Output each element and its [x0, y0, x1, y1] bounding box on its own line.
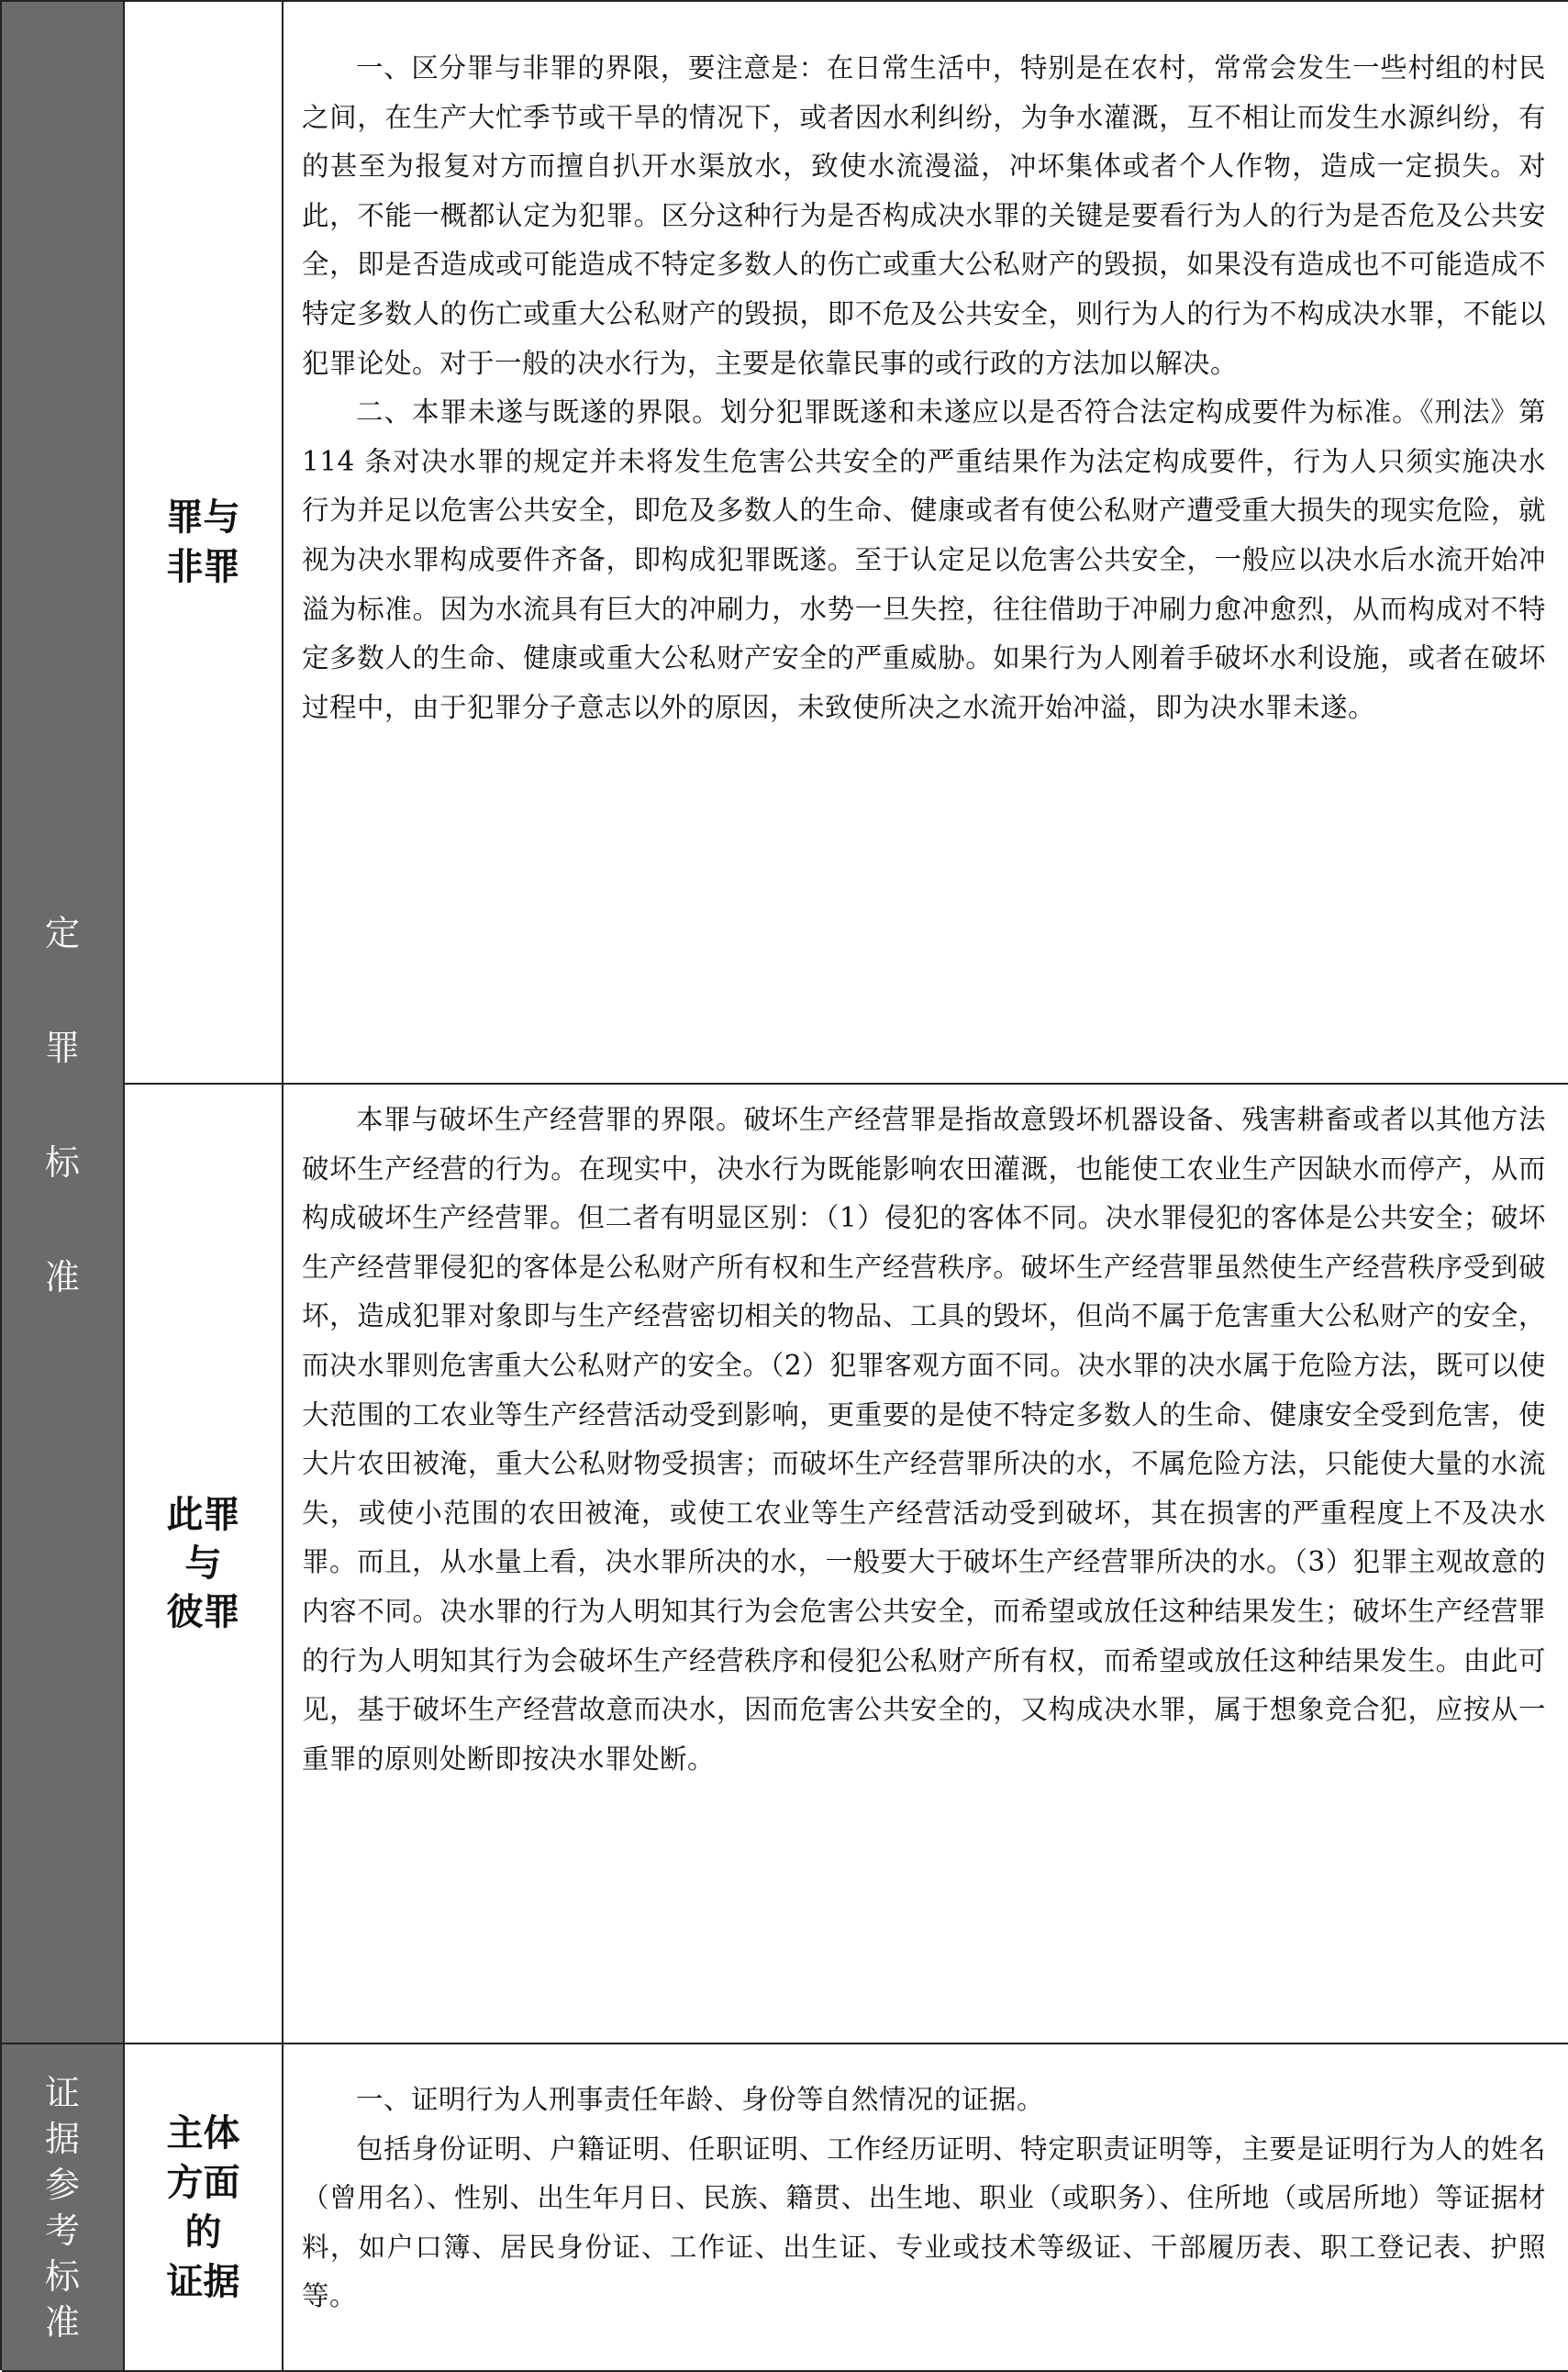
- category-char: 证: [44, 2072, 80, 2113]
- subject-line: 罪与: [166, 496, 240, 539]
- category-char: 标: [44, 2255, 80, 2297]
- category-char: 定: [44, 912, 80, 953]
- paragraph: 包括身份证明、户籍证明、任职证明、工作经历证明、特定职责证明等，主要是证明行为人的姓名（曾用名）、性别、出生年月日、民族、籍贯、出生地、职业（或职务）、住所地（或居所地）等证据材料，如户口簿、居民身份证、工作证、出生证、专业或技术等级证、干部履历表、职工登记表、护照等。: [302, 2133, 1546, 2312]
- category-char: 据: [44, 2118, 80, 2159]
- content-cell-this-vs-other-crime: [284, 1085, 1568, 2044]
- subject-line: 证据: [166, 2260, 240, 2303]
- subject-line: 非罪: [166, 546, 240, 588]
- subject-line: 与: [184, 1542, 222, 1585]
- subject-line: 的: [184, 2211, 222, 2254]
- category-cell-conviction-standard: [2, 2, 125, 2044]
- content-cell-subject-evidence: [284, 2044, 1568, 2372]
- paragraph: 一、区分罪与非罪的界限，要注意是：在日常生活中，特别是在农村，常常会发生一些村组的村民之间，在生产大忙季节或干旱的情况下，或者因水利纠纷，为争水灌溉，互不相让而发生水源纠纷，有的甚至为报复对方而擅自扒开水渠放水，致使水流漫溢，冲坏集体或者个人作物，造成一定损失。对此，不能一概都认定为犯罪。区分这种行为是否构成决水罪的关键是要看行为人的行为是否危及公共安全，即是否造成或可能造成不特定多数人的伤亡或重大公私财产的毁损，如果没有造成也不可能造成不特定多数人的伤亡或重大公私财产的毁损，即不危及公共安全，则行为人的行为不构成决水罪，不能以犯罪论处。对于一般的决水行为，主要是依靠民事的或行政的方法加以解决。: [302, 52, 1546, 379]
- category-char: 罪: [44, 1027, 80, 1068]
- subject-cell-crime-vs-noncrime: [125, 2, 284, 1085]
- subject-line: 主体: [166, 2111, 240, 2155]
- paragraph: 一、证明行为人刑事责任年龄、身份等自然情况的证据。: [356, 2084, 1045, 2115]
- subject-cell-subject-evidence: [125, 2044, 284, 2372]
- subject-line: 方面: [166, 2161, 240, 2204]
- category-char: 准: [44, 1256, 80, 1297]
- category-char: 考: [44, 2210, 80, 2251]
- subject-cell-this-vs-other-crime: [125, 1085, 284, 2044]
- paragraph: 本罪与破坏生产经营罪的界限。破坏生产经营罪是指故意毁坏机器设备、残害耕畜或者以其他方法破坏生产经营的行为。在现实中，决水行为既能影响农田灌溉，也能使工农业生产因缺水而停产，从而构成破坏生产经营罪。但二者有明显区别：（1）侵犯的客体不同。决水罪侵犯的客体是公共安全；破坏生产经营罪侵犯的客体是公私财产所有权和生产经营秩序。破坏生产经营罪虽然使生产经营秩序受到破坏，造成犯罪对象即与生产经营密切相关的物品、工具的毁坏，但尚不属于危害重大公私财产的安全，而决水罪则危害重大公私财产的安全。（2）犯罪客观方面不同。决水罪的决水属于危险方法，既可以使大范围的工农业等生产经营活动受到影响，更重要的是使不特定多数人的生命、健康安全受到危害，使大片农田被淹，重大公私财物受损害；而破坏生产经营罪所决的水，不属危险方法，只能使大量的水流失，或使小范围的农田被淹，或使工农业等生产经营活动受到破坏，其在损害的严重程度上不及决水罪。而且，从水量上看，决水罪所决的水，一般要大于破坏生产经营罪所决的水。（3）犯罪主观故意的内容不同。决水罪的行为人明知其行为会危害公共安全，而希望或放任这种结果发生；破坏生产经营罪的行为人明知其行为会破坏生产经营秩序和侵犯公私财产所有权，而希望或放任这种结果发生。由此可见，基于破坏生产经营故意而决水，因而危害公共安全的，又构成决水罪，属于想象竞合犯，应按从一重罪的原则处断即按决水罪处断。: [302, 1104, 1546, 1775]
- paragraph: 二、本罪未遂与既遂的界限。划分犯罪既遂和未遂应以是否符合法定构成要件为标准。《刑法》第 114 条对决水罪的规定并未将发生危害公共安全的严重结果作为法定构成要件，行为人只须实施决水行为并足以危害公共安全，即危及多数人的生命、健康或者有使公私财产遭受重大损失的现实危险，就视为决水罪构成要件齐备，即构成犯罪既遂。至于认定足以危害公共安全，一般应以决水后水流开始冲溢为标准。因为水流具有巨大的冲刷力，水势一旦失控，往往借助于冲刷力愈冲愈烈，从而构成对不特定多数人的生命、健康或重大公私财产安全的严重威胁。如果行为人刚着手破坏水利设施，或者在破坏过程中，由于犯罪分子意志以外的原因，未致使所决之水流开始冲溢，即为决水罪未遂。: [302, 396, 1546, 723]
- category-char: 标: [44, 1141, 80, 1183]
- category-char: 参: [44, 2164, 80, 2205]
- subject-line: 彼罪: [166, 1591, 240, 1633]
- subject-line: 此罪: [166, 1494, 240, 1536]
- category-cell-evidence-reference-standard: [2, 2044, 125, 2372]
- content-cell-crime-vs-noncrime: [284, 2, 1568, 1085]
- category-char: 准: [44, 2301, 80, 2343]
